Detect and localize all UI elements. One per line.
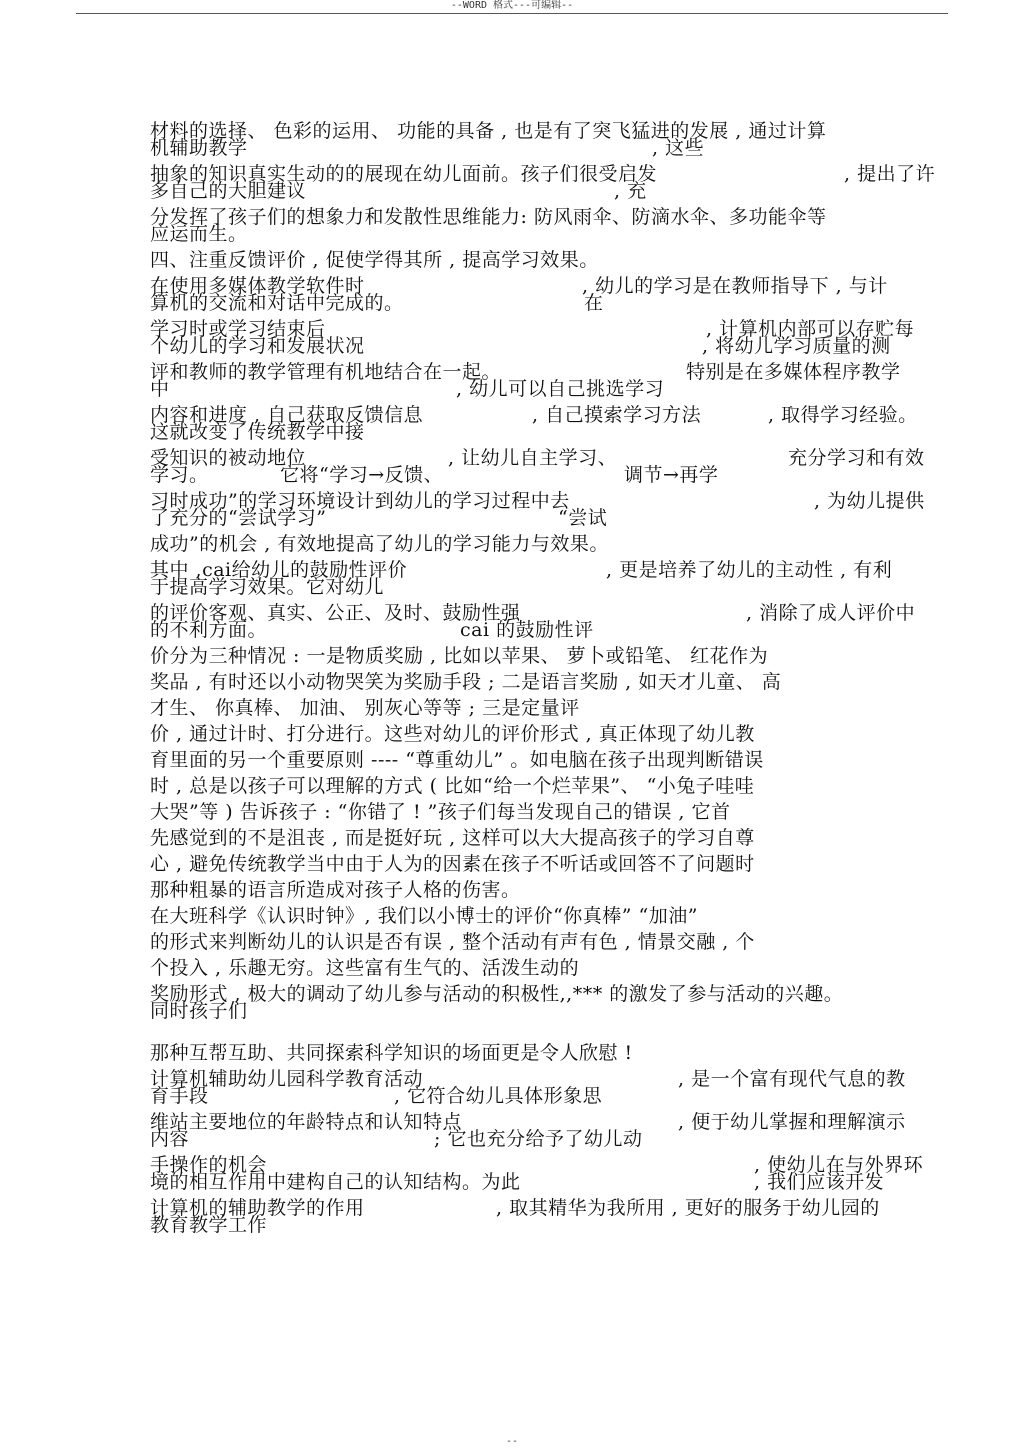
text-line: 这就改变了传统教学中接	[150, 421, 365, 443]
text-line: 那种互帮互助、共同探索科学知识的场面更是令人欣慰 !	[150, 1042, 633, 1064]
header-divider	[76, 13, 948, 14]
text-line: 分发挥了孩子们的想象力和发散性思维能力: 防风雨伞、防滴水伞、多功能伞等	[150, 206, 827, 228]
text-line: 学习。 它将“学习→反馈、 调节→再学	[150, 464, 719, 486]
text-line: 于提高学习效果。它对幼儿	[150, 576, 385, 598]
document-body	[150, 120, 950, 1236]
text-line: 个投入 , 乐趣无穷。这些富有生气的、活泼生动的	[150, 957, 580, 979]
text-line: 抽象的知识真实生动的的展现在幼儿面前。孩子们很受启发 , 提出了许	[150, 163, 936, 185]
text-line: 成功”的机会 , 有效地提高了幼儿的学习能力与效果。	[150, 533, 609, 555]
text-line: 大哭”等 ) 告诉孩子 : “你错了 ! ”孩子们每当发现自己的错误 , 它首	[150, 801, 731, 823]
text-line: 的不利方面。 cai 的鼓励性评	[150, 619, 594, 641]
text-line: 教育教学工作	[150, 1214, 268, 1236]
text-line: 才生、 你真棒、 加油、 别灰心等等 ; 三是定量评	[150, 697, 580, 719]
section-heading: 四、注重反馈评价 , 促使学得其所 , 提高学习效果。	[150, 249, 599, 271]
text-line: 内容 ; 它也充分给予了幼儿动	[150, 1128, 643, 1150]
text-line: 先感觉到的不是沮丧 , 而是挺好玩 , 这样可以大大提高孩子的学习自尊	[150, 827, 755, 849]
text-line: 的形式来判断幼儿的认识是否有误 , 整个活动有声有色 , 情景交融 , 个	[150, 931, 755, 953]
page-footer-mark: --	[505, 1436, 519, 1447]
text-line: 的评价客观、真实、公正、及时、鼓励性强 , 消除了成人评价中	[150, 602, 916, 624]
text-line: 境的相互作用中建构自己的认知结构。为此 , 我们应该开发	[150, 1171, 885, 1193]
text-line: 价分为三种情况 : 一是物质奖励 , 比如以苹果、 萝卜或铅笔、 红花作为	[150, 645, 769, 667]
text-line: 奖品 , 有时还以小动物哭笑为奖励手段 ; 二是语言奖励 , 如天才儿童、 高	[150, 671, 782, 693]
text-line: 习时成功”的学习环境设计到幼儿的学习过程中去 , 为幼儿提供	[150, 490, 925, 512]
text-line: 在大班科学《认识时钟》, 我们以小博士的评价“你真棒” “加油”	[150, 905, 698, 927]
text-line: 心 , 避免传统教学当中由于人为的因素在孩子不听话或回答不了问题时	[150, 853, 755, 875]
text-line: 育里面的另一个重要原则 ---- “尊重幼儿” 。如电脑在孩子出现判断错误	[150, 749, 764, 771]
text-line: 内容和进度 , 自己获取反馈信息 , 自己摸索学习方法 , 取得学习经验。	[150, 404, 918, 426]
text-line: 时 , 总是以孩子可以理解的方式 ( 比如“给一个烂苹果”、 “小兔子哇哇	[150, 775, 755, 797]
text-line: 其中 ,cai给幼儿的鼓励性评价 , 更是培养了幼儿的主动性 , 有利	[150, 559, 893, 581]
text-line: 个幼儿的学习和发展状况 , 将幼儿学习质量的测	[150, 335, 891, 357]
text-line: 计算机的辅助教学的作用 , 取其精华为我所用 , 更好的服务于幼儿园的	[150, 1197, 880, 1219]
text-line: 价 , 通过计时、打分进行。这些对幼儿的评价形式 , 真正体现了幼儿教	[150, 723, 755, 745]
text-line: 受知识的被动地位 , 让幼儿自主学习、 充分学习和有效	[150, 447, 925, 469]
text-line: 维站主要地位的年龄特点和认知特点 , 便于幼儿掌握和理解演示	[150, 1111, 906, 1133]
page-header-label: --WORD 格式---可编辑--	[450, 0, 574, 11]
text-line: 中 , 幼儿可以自己挑选学习	[150, 378, 665, 400]
text-line: 育手段 , 它符合幼儿具体形象思	[150, 1085, 603, 1107]
text-line: 机辅助教学 , 这些	[150, 137, 705, 159]
text-line: 奖励形式 , 极大的调动了幼儿参与活动的积极性,,*** 的激发了参与活动的兴趣。	[150, 983, 844, 1005]
text-line: 多自己的大胆建议 , 充	[150, 180, 647, 202]
text-line: 手操作的机会 , 使幼儿在与外界环	[150, 1154, 924, 1176]
text-line: 同时孩子们	[150, 1000, 248, 1022]
text-line: 算机的交流和对话中完成的。 在	[150, 292, 604, 314]
text-line: 应运而生。	[150, 223, 248, 245]
text-line: 材料的选择、 色彩的运用、 功能的具备 , 也是有了突飞猛进的发展 , 通过计算	[150, 120, 827, 142]
text-line: 那种粗暴的语言所造成对孩子人格的伤害。	[150, 879, 521, 901]
text-line: 了充分的“尝试学习” “尝试	[150, 507, 608, 529]
text-line: 学习时或学习结束后 , 计算机内部可以存贮每	[150, 318, 915, 340]
text-line: 在使用多媒体教学软件时 , 幼儿的学习是在教师指导下 , 与计	[150, 275, 888, 297]
text-line: 评和教师的教学管理有机地结合在一起。 特别是在多媒体程序教学	[150, 361, 901, 383]
text-line: 计算机辅助幼儿园科学教育活动 , 是一个富有现代气息的教	[150, 1068, 906, 1090]
